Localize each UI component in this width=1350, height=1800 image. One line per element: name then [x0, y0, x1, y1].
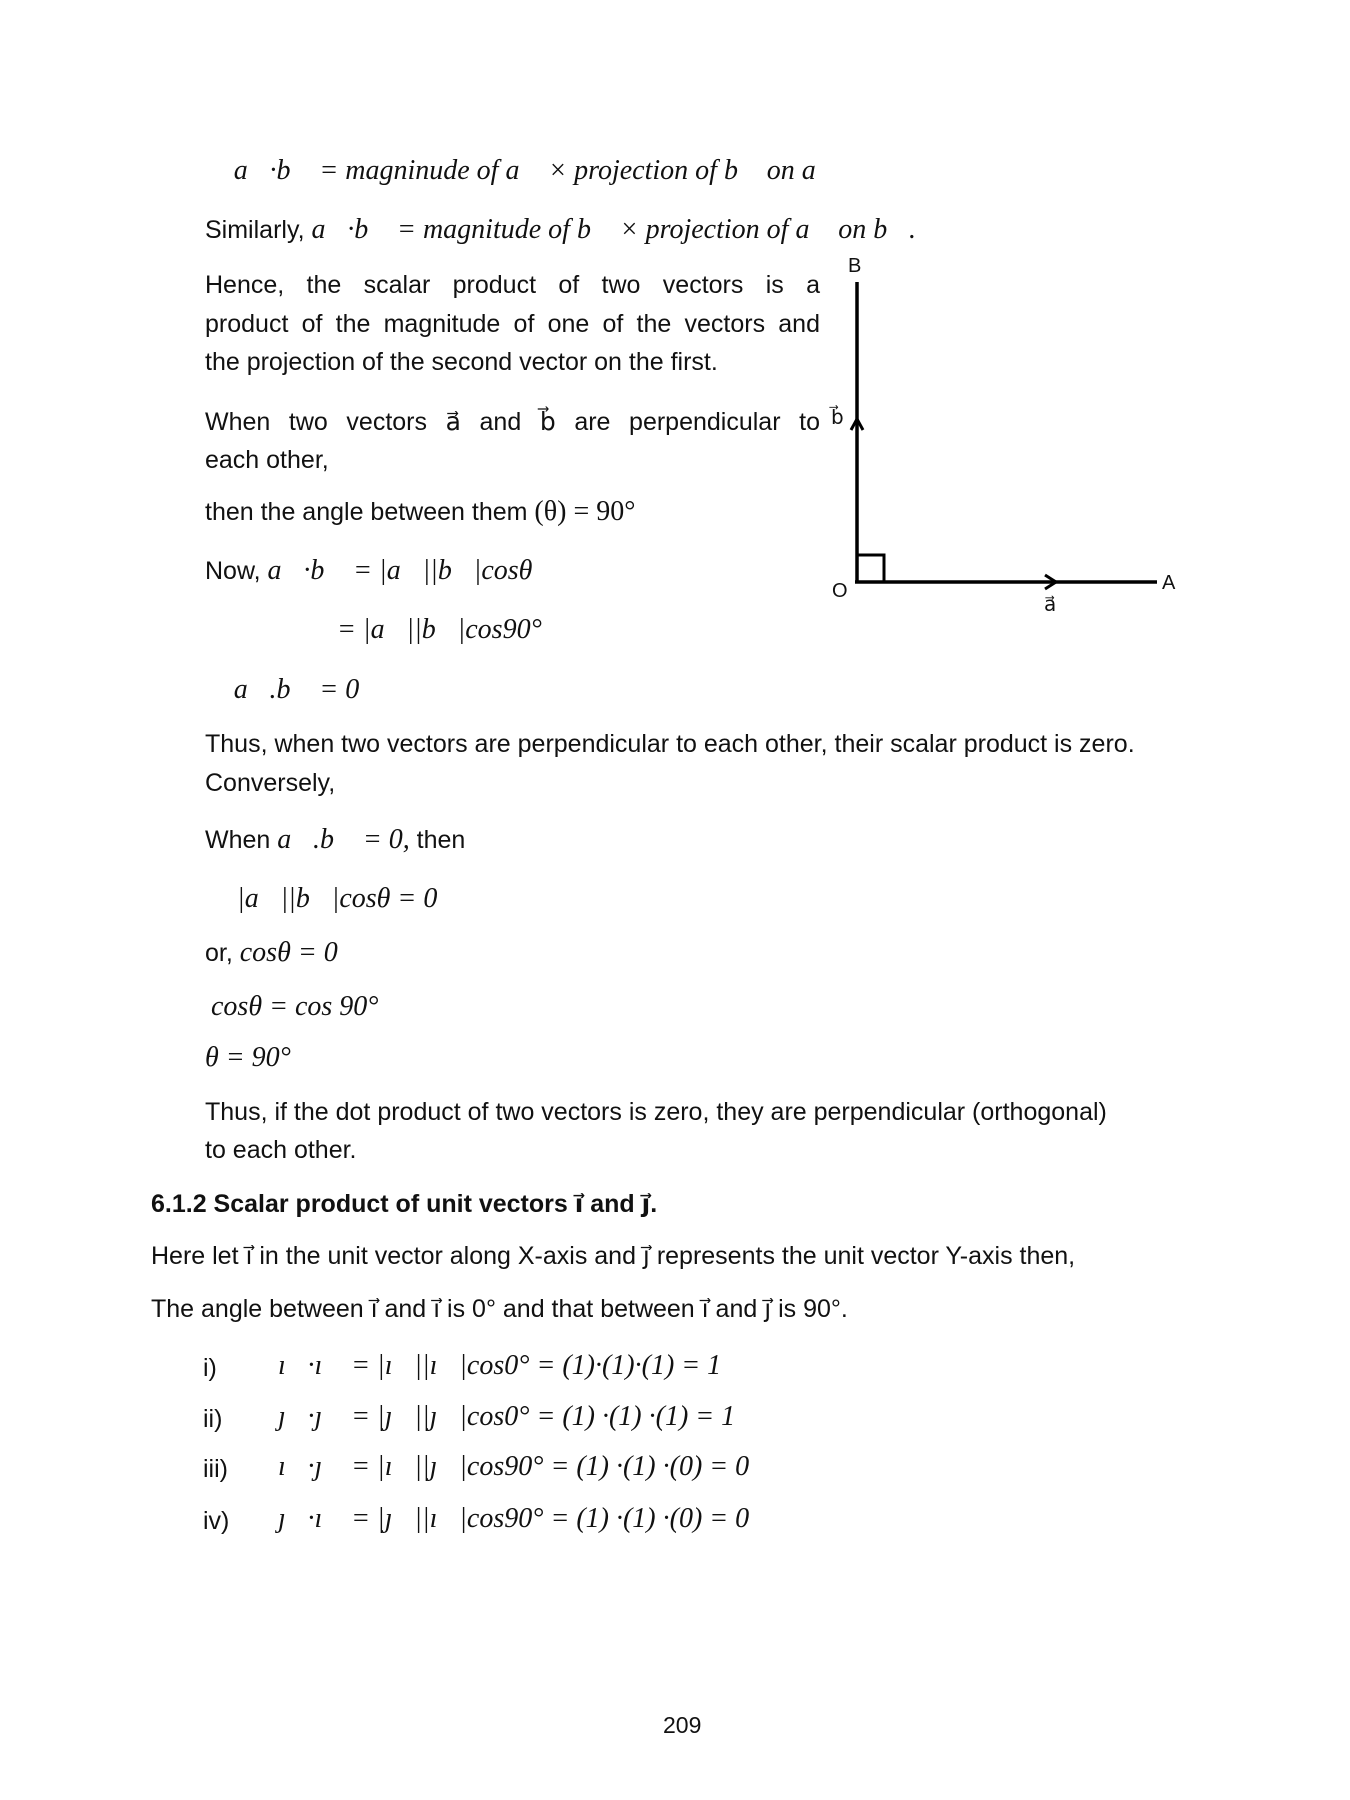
when-suffix: then: [416, 826, 466, 854]
magnitude-cos-zero-equation: |a⃗||b⃗|cosθ = 0: [237, 883, 438, 914]
or-prefix: or,: [205, 939, 233, 967]
dot-zero-equation: ∴ a⃗.b⃗ = 0: [205, 674, 360, 705]
when-zero-line: [205, 825, 465, 855]
right-angle-marker: [857, 555, 884, 582]
or-line: [205, 938, 338, 968]
perpendicular-line-2: each other,: [205, 446, 329, 474]
list-item-equation: ı⃗·ı⃗ = |ı⃗||ı⃗|cos0° = (1)·(1)·(1) = 1: [278, 1350, 722, 1381]
unit-vector-angle-line: The angle between ı⃗ and ı⃗ is 0° and that between ı⃗ and ȷ⃗ is 90°.: [151, 1295, 848, 1323]
equation-projection-b: a⃗·b⃗ = magnitude of b⃗ × projection of a⃗ on b⃗.: [311, 214, 917, 245]
dot-product-equation: a⃗·b⃗ = |a⃗||b⃗|cosθ: [267, 555, 533, 586]
list-item-equation: ı⃗·ȷ⃗ = |ı⃗||ȷ⃗|cos90° = (1) ·(1) ·(0) = 0: [278, 1451, 750, 1482]
cos-equals-cos90-equation: cosθ = cos 90°: [211, 991, 379, 1022]
conversely-line: Conversely,: [205, 769, 336, 797]
cos-zero-equation: cosθ = 0: [239, 937, 338, 968]
label-a-vector: a⃗: [1044, 594, 1057, 616]
similarly-line: [205, 215, 916, 245]
page-number: 209: [663, 1712, 702, 1738]
list-item-label: iv): [203, 1507, 230, 1535]
list-item-label: i): [203, 1354, 217, 1382]
angle-text: then the angle between them: [205, 498, 528, 526]
list-item-equation: ȷ⃗·ȷ⃗ = |ȷ⃗||ȷ⃗|cos0° = (1) ·(1) ·(1) = 1: [278, 1401, 736, 1432]
theta-90-equation: θ = 90°: [205, 1042, 291, 1073]
unit-vector-intro-line: Here let ı⃗ in the unit vector along X-axis and ȷ⃗ represents the unit vector Y-axis then,: [151, 1242, 1076, 1270]
section-heading: 6.1.2 Scalar product of unit vectors ı⃗ and ȷ⃗.: [151, 1190, 658, 1218]
orthogonal-line-2: to each other.: [205, 1136, 357, 1164]
now-prefix: Now,: [205, 557, 261, 585]
list-item-label: ii): [203, 1405, 223, 1433]
label-o-point: O: [832, 580, 848, 602]
when-prefix: When: [205, 826, 271, 854]
list-item-equation: ȷ⃗·ı⃗ = |ȷ⃗||ı⃗|cos90° = (1) ·(1) ·(0) = 0: [278, 1503, 750, 1534]
label-b-vector: b⃗: [831, 407, 844, 429]
when-equation: a⃗.b⃗ = 0,: [277, 824, 410, 855]
list-item-label: iii): [203, 1455, 228, 1483]
angle-equation: (θ) = 90°: [534, 496, 636, 527]
hence-line-1: Hence, the scalar product of two vectors is a: [205, 271, 820, 299]
thus-perpendicular-line: Thus, when two vectors are perpendicular to each other, their scalar product is zero.: [205, 730, 1135, 758]
equation-projection-a: ∴ a⃗·b⃗ = magninude of a⃗ × projection of b⃗ on a⃗: [205, 155, 838, 186]
angle-line: [205, 497, 635, 527]
now-line: [205, 556, 532, 586]
hence-line-3: the projection of the second vector on the first.: [205, 348, 718, 376]
perpendicular-line-1: When two vectors a⃗ and b⃗ are perpendicular to: [205, 408, 820, 436]
hence-line-2: product of the magnitude of one of the vectors and: [205, 310, 820, 338]
label-a-point: A: [1162, 572, 1176, 594]
cos90-equation: = |a⃗||b⃗|cos90°: [337, 614, 542, 645]
similarly-prefix: Similarly,: [205, 216, 305, 244]
orthogonal-line-1: Thus, if the dot product of two vectors is zero, they are perpendicular (orthogonal): [205, 1098, 1107, 1126]
label-b-point: B: [848, 255, 862, 277]
